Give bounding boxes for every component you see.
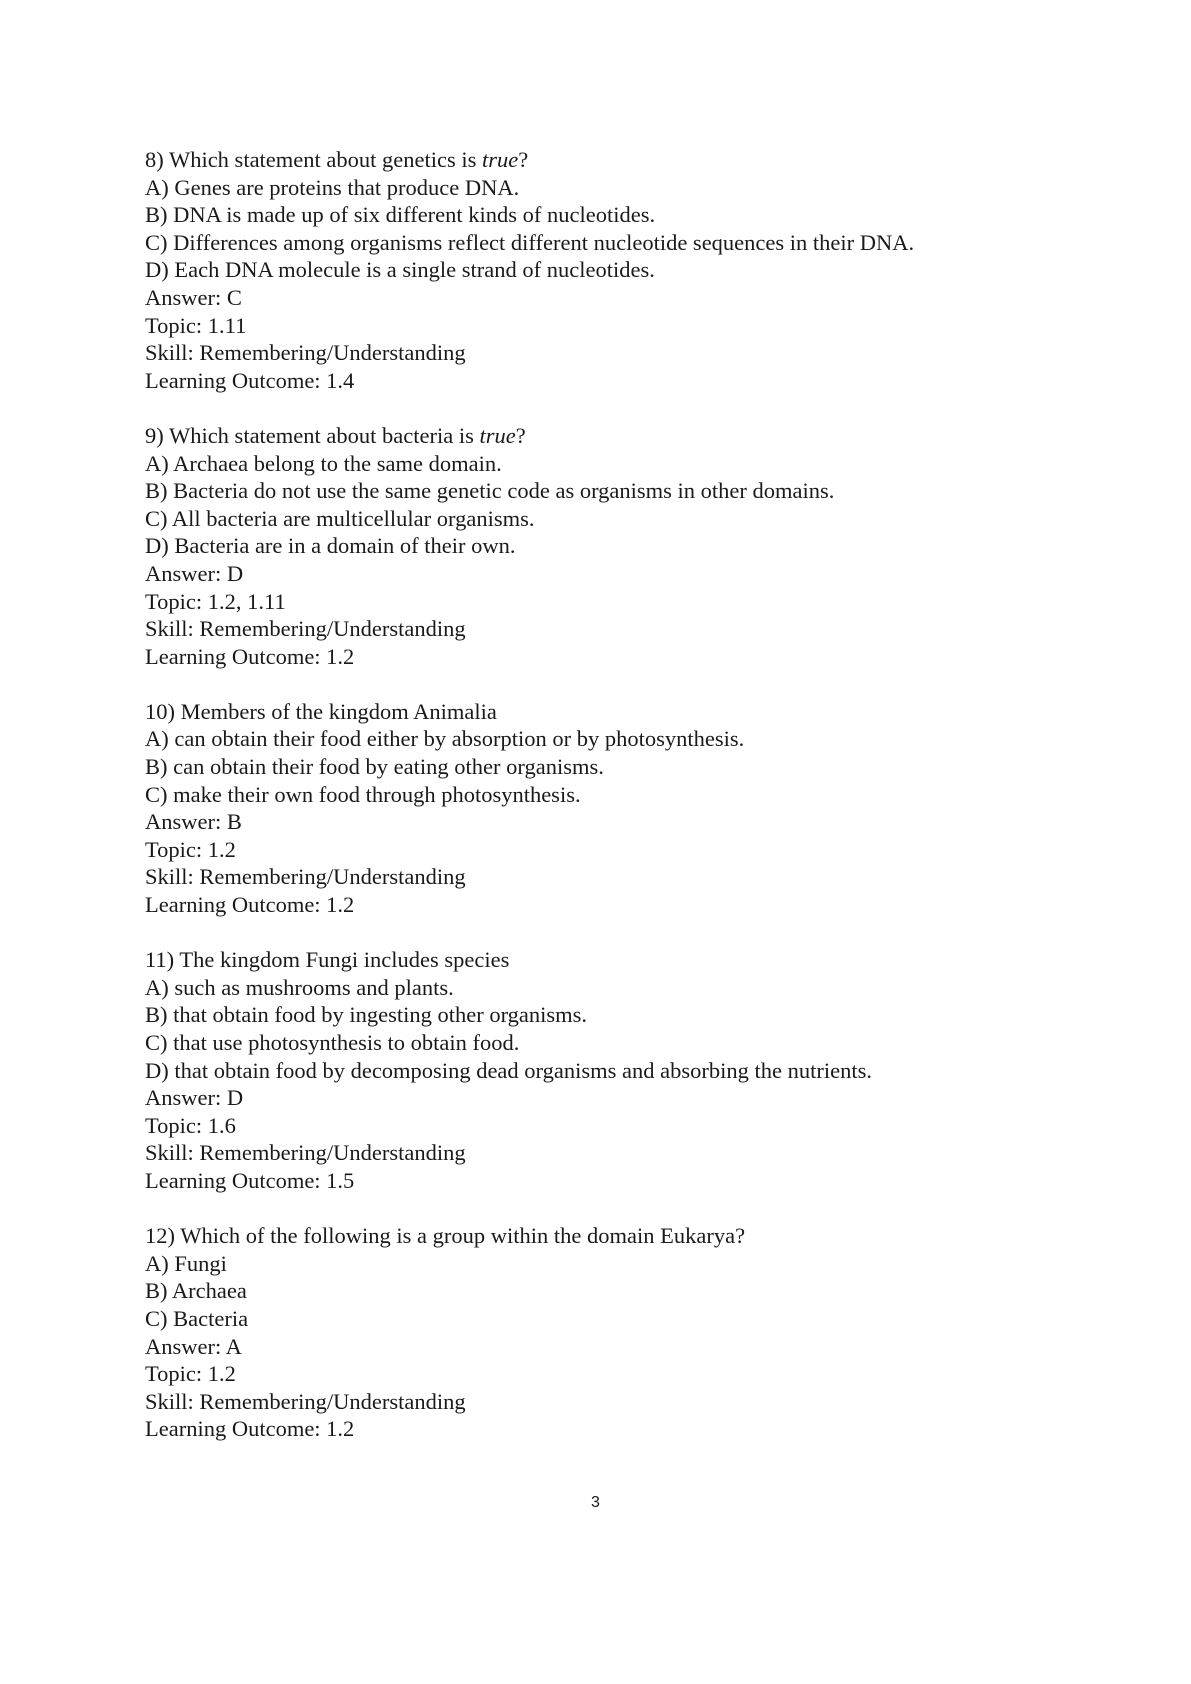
topic-line: Topic: 1.11 bbox=[145, 312, 247, 338]
option-d: D) that obtain food by decomposing dead organisms and absorbing the nutrients. bbox=[145, 1057, 872, 1083]
topic-line: Topic: 1.2 bbox=[145, 836, 236, 862]
option-a: A) Genes are proteins that produce DNA. bbox=[145, 174, 520, 200]
option-c: C) All bacteria are multicellular organisms. bbox=[145, 505, 535, 531]
option-d: D) Each DNA molecule is a single strand of nucleotides. bbox=[145, 257, 655, 283]
option-a: A) Fungi bbox=[145, 1250, 227, 1276]
option-a: A) can obtain their food either by absorption or by photosynthesis. bbox=[145, 726, 745, 752]
question-11 bbox=[145, 946, 1105, 1194]
stem-punctuation: ? bbox=[518, 147, 529, 172]
option-c: C) make their own food through photosynthesis. bbox=[145, 781, 581, 807]
answer-line: Answer: D bbox=[145, 1085, 244, 1111]
option-b: B) DNA is made up of six different kinds of nucleotides. bbox=[145, 202, 656, 228]
stem-emphasis: true bbox=[482, 147, 519, 172]
stem-emphasis: true bbox=[479, 422, 516, 448]
option-c: C) Differences among organisms reflect different nucleotide sequences in their DNA. bbox=[145, 229, 915, 255]
skill-line: Skill: Remembering/Understanding bbox=[145, 616, 466, 642]
question-list bbox=[145, 146, 1105, 1471]
option-b: B) can obtain their food by eating other organisms. bbox=[145, 754, 604, 780]
question-12 bbox=[145, 1222, 1105, 1443]
question-8 bbox=[145, 146, 1105, 394]
answer-line: Answer: B bbox=[145, 809, 242, 835]
topic-line: Topic: 1.2 bbox=[145, 1361, 236, 1387]
option-c: C) that use photosynthesis to obtain food. bbox=[145, 1030, 520, 1055]
learning-outcome-line: Learning Outcome: 1.2 bbox=[145, 643, 355, 669]
question-stem: 10) Members of the kingdom Animalia bbox=[145, 698, 497, 724]
page-number: 3 bbox=[591, 1494, 600, 1511]
option-b: B) that obtain food by ingesting other organisms. bbox=[145, 1002, 588, 1028]
skill-line: Skill: Remembering/Understanding bbox=[145, 864, 466, 890]
skill-line: Skill: Remembering/Understanding bbox=[145, 1140, 466, 1166]
option-b: B) Bacteria do not use the same genetic code as organisms in other domains. bbox=[145, 478, 835, 504]
option-a: A) such as mushrooms and plants. bbox=[145, 974, 454, 1000]
learning-outcome-line: Learning Outcome: 1.4 bbox=[145, 367, 355, 393]
answer-line: Answer: D bbox=[145, 560, 244, 586]
option-b: B) Archaea bbox=[145, 1278, 247, 1304]
learning-outcome-line: Learning Outcome: 1.2 bbox=[145, 892, 355, 918]
option-d: D) Bacteria are in a domain of their own. bbox=[145, 533, 516, 559]
topic-line: Topic: 1.6 bbox=[145, 1112, 236, 1138]
topic-line: Topic: 1.2, 1.11 bbox=[145, 588, 286, 614]
question-stem bbox=[145, 422, 1105, 450]
skill-line: Skill: Remembering/Understanding bbox=[145, 1388, 466, 1414]
question-stem: 11) The kingdom Fungi includes species bbox=[145, 947, 510, 973]
question-stem bbox=[145, 146, 1105, 174]
learning-outcome-line: Learning Outcome: 1.2 bbox=[145, 1416, 355, 1442]
stem-punctuation: ? bbox=[515, 422, 526, 448]
question-9 bbox=[145, 422, 1105, 670]
answer-line: Answer: C bbox=[145, 284, 242, 310]
question-10 bbox=[145, 698, 1105, 919]
answer-line: Answer: A bbox=[145, 1333, 242, 1359]
skill-line: Skill: Remembering/Understanding bbox=[145, 340, 466, 366]
question-stem: 12) Which of the following is a group within the domain Eukarya? bbox=[145, 1223, 746, 1249]
stem-text: 8) Which statement about genetics is bbox=[145, 147, 482, 172]
option-c: C) Bacteria bbox=[145, 1305, 249, 1331]
option-a: A) Archaea belong to the same domain. bbox=[145, 450, 502, 476]
stem-text: 9) Which statement about bacteria is bbox=[145, 422, 480, 448]
learning-outcome-line: Learning Outcome: 1.5 bbox=[145, 1167, 355, 1193]
